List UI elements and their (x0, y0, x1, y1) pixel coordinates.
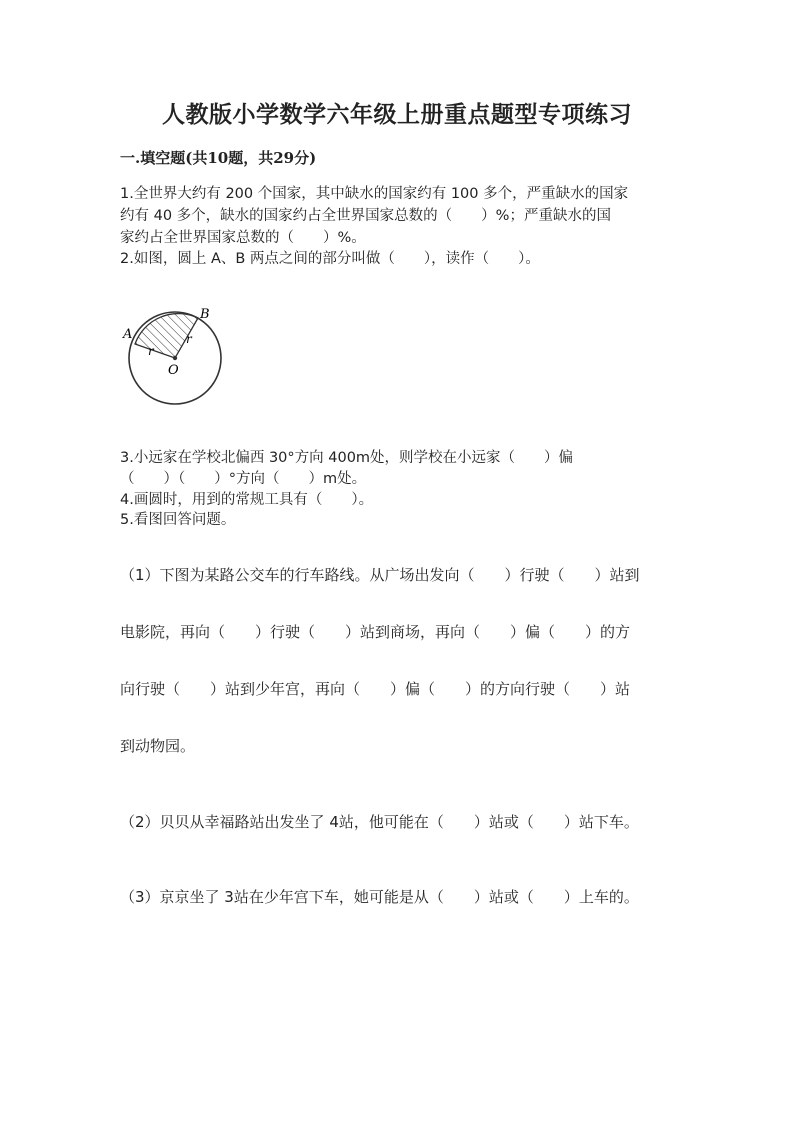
question-3-line-1: 3.小远家在学校北偏西 30°方向 400m处，则学校在小远家（ ）偏 (120, 450, 574, 466)
circle-sector-figure (118, 300, 228, 410)
question-2-line-1: 2.如图，圆上 A、B 两点之间的部分叫做（ ），读作（ ）。 (120, 251, 540, 267)
question-1-line-3: 家约占全世界国家总数的（ ）%。 (120, 230, 366, 246)
label-b: B (200, 307, 210, 322)
label-o: O (168, 363, 179, 378)
center-point (173, 356, 177, 360)
label-r-right: r (186, 332, 192, 346)
question-5-sub-1-line-2: 电影院，再向（ ）行驶（ ）站到商场，再向（ ）偏（ ）的方 (120, 623, 631, 641)
question-5-sub-2: （2）贝贝从幸福路站出发坐了 4站，他可能在（ ）站或（ ）站下车。 (120, 813, 639, 831)
question-5-sub-1-line-4: 到动物园。 (120, 737, 196, 755)
question-5-sub-3: （3）京京坐了 3站在少年宫下车，她可能是从（ ）站或（ ）上车的。 (120, 888, 639, 906)
section-heading: 一.填空题(共10题，共29分) (120, 149, 317, 167)
page-title: 人教版小学数学六年级上册重点题型专项练习 (162, 101, 632, 128)
question-5-sub-1-line-3: 向行驶（ ）站到少年宫，再向（ ）偏（ ）的方向行驶（ ）站 (120, 680, 631, 698)
label-r-left: r (148, 344, 154, 358)
question-4-line-1: 4.画圆时，用到的常规工具有（ ）。 (120, 492, 374, 508)
question-5-sub-1-line-1: （1）下图为某路公交车的行车路线。从广场出发向（ ）行驶（ ）站到 (120, 566, 640, 584)
question-1-line-1: 1.全世界大约有 200 个国家，其中缺水的国家约有 100 多个，严重缺水的国家 (120, 186, 629, 202)
question-5-line-1: 5.看图回答问题。 (120, 512, 236, 528)
label-a: A (123, 327, 133, 342)
question-1-line-2: 约有 40 多个，缺水的国家约占全世界国家总数的（ ）%；严重缺水的国 (120, 208, 611, 224)
question-3-line-2: （ ）（ ）°方向（ ）m处。 (120, 471, 367, 487)
